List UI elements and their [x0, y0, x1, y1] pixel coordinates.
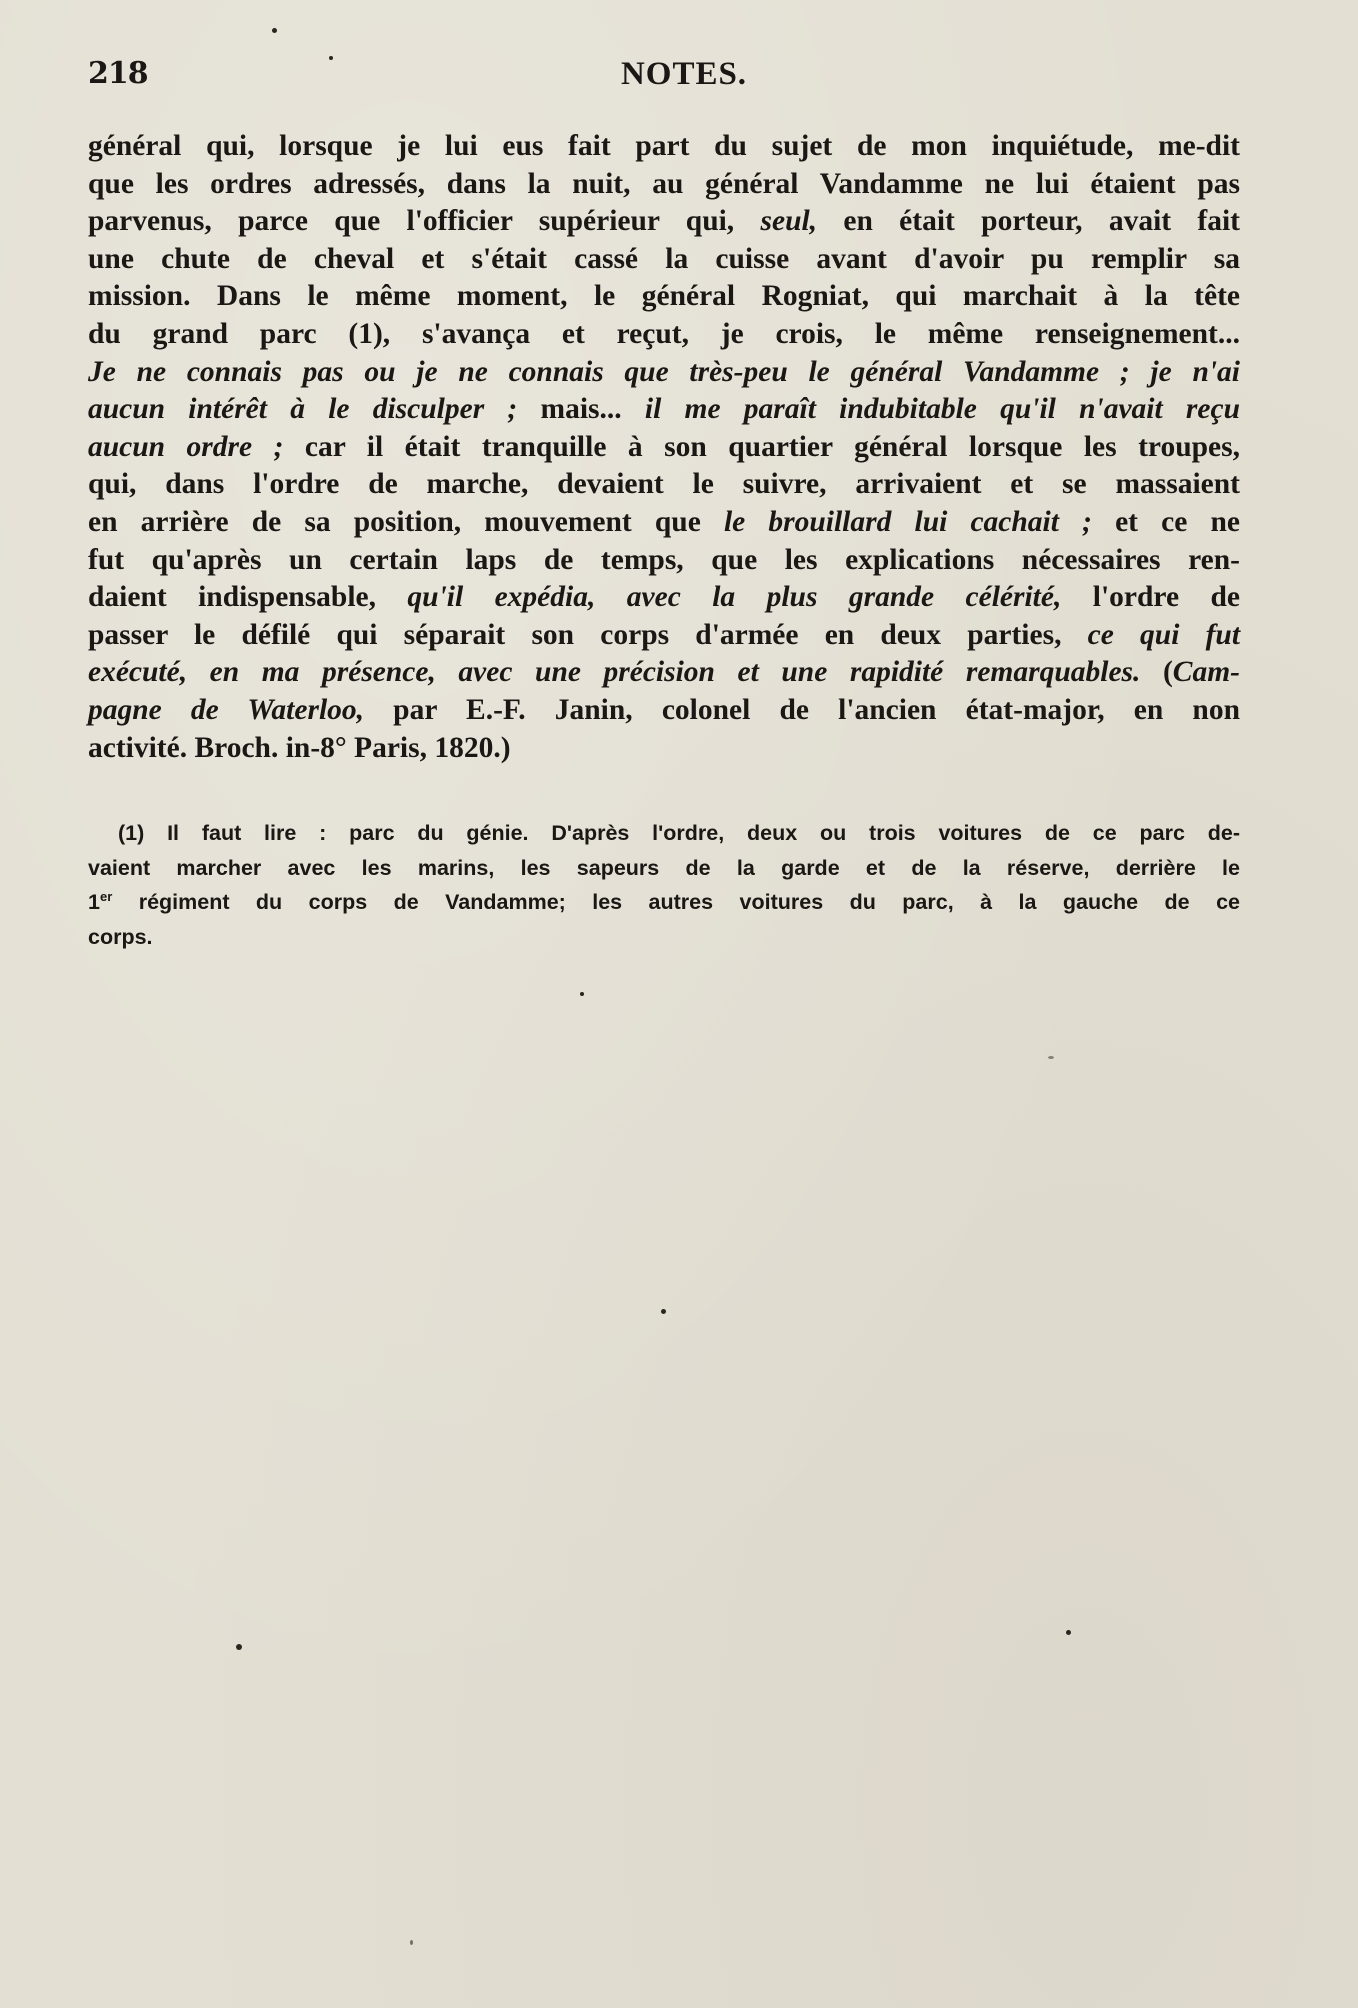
text-run: mais... [517, 393, 645, 426]
text-run: et ce ne [1091, 505, 1240, 538]
italic-text: pagne de Waterloo, [88, 693, 365, 726]
text-run: 1 [88, 890, 100, 914]
print-speck [661, 1309, 666, 1314]
body-line [88, 166, 1240, 204]
body-paragraph [88, 128, 1240, 767]
footnote-line [88, 885, 1240, 920]
italic-text: exécuté, en ma présence, avec une précision et une rapidité remarquables. [88, 656, 1141, 689]
italic-text: ce qui fut [1087, 618, 1241, 651]
page-header [88, 56, 1240, 100]
text-run: général qui, lorsque je lui eus fait part du sujet de mon inquiétude, me-dit [88, 130, 1240, 162]
italic-text: le brouillard lui cachait ; [723, 505, 1092, 538]
footnote-line [88, 816, 1240, 851]
body-line [88, 128, 1240, 166]
text-run: en arrière de sa position, mouvement que [88, 505, 724, 538]
text-run: fut qu'après un certain laps de temps, que les explications nécessaires ren- [88, 543, 1240, 576]
print-speck [1066, 1630, 1071, 1635]
text-run: ( [1140, 656, 1173, 689]
body-line [88, 466, 1240, 504]
body-line [88, 654, 1240, 692]
text-run: une chute de cheval et s'était cassé la cuisse avant d'avoir pu remplir sa [88, 242, 1240, 275]
body-line [88, 316, 1240, 354]
body-line [88, 504, 1240, 542]
body-line [88, 542, 1240, 580]
italic-text: qu'il expédia, avec la plus grande célérité, [407, 581, 1062, 614]
text-run: l'ordre de [1061, 581, 1240, 614]
text-run: daient indispensable, [88, 581, 408, 614]
text-run: corps. [88, 924, 153, 949]
italic-text: seul, [760, 205, 818, 238]
text-run: régiment du corps de Vandamme; les autres voitures du parc, à la gauche de ce [112, 890, 1240, 914]
footnote-line [88, 920, 1240, 955]
italic-text: il me paraît indubitable qu'il n'avait reçu [644, 393, 1241, 426]
text-run: mission. Dans le même moment, le général Rogniat, qui marchait à la tête [88, 280, 1240, 313]
text-run: du grand parc (1), s'avança et reçut, je crois, le même renseignement... [88, 317, 1240, 350]
body-line [88, 617, 1240, 655]
text-run: en était porteur, avait fait [817, 205, 1241, 238]
text-run: vaient marcher avec les marins, les sapeurs de la garde et de la réserve, derrière le [88, 855, 1240, 880]
text-run: parvenus, parce que l'officier supérieur qui, [88, 205, 761, 238]
body-line [88, 203, 1240, 241]
italic-text: aucun ordre ; [88, 430, 284, 463]
body-line [88, 730, 1240, 768]
footnote-line [88, 851, 1240, 886]
text-run: passer le défilé qui séparait son corps d'armée en deux parties, [88, 618, 1088, 651]
text-run: activité. Broch. in-8° Paris, 1820.) [88, 731, 511, 764]
italic-text: aucun intérêt à le disculper ; [88, 393, 518, 426]
print-speck [1048, 1056, 1054, 1059]
print-speck [236, 1644, 242, 1650]
italic-text: Cam- [1172, 656, 1240, 689]
body-line [88, 278, 1240, 316]
italic-text: Je ne connais pas ou je ne connais que très-peu le général Vandamme ; je n'ai [88, 355, 1240, 388]
text-run: qui, dans l'ordre de marche, devaient le suivre, arrivaient et se massaient [88, 468, 1240, 501]
body-line [88, 429, 1240, 467]
print-speck [329, 56, 333, 60]
body-line [88, 579, 1240, 617]
text-run: par E.-F. Janin, colonel de l'ancien état-major, en non [364, 693, 1240, 726]
body-line [88, 692, 1240, 730]
print-speck [410, 1940, 413, 1945]
running-head: NOTES. [620, 56, 748, 92]
body-line [88, 241, 1240, 279]
text-run: que les ordres adressés, dans la nuit, au général Vandamme ne lui étaient pas [88, 167, 1240, 200]
print-speck [580, 992, 584, 996]
print-speck [272, 28, 277, 33]
page-number: 218 [88, 56, 148, 91]
footnote [88, 816, 1240, 954]
superscript: er [99, 889, 113, 904]
text-run: (1) Il faut lire : parc du génie. D'après l'ordre, deux ou trois voitures de ce parc de- [118, 821, 1240, 845]
body-line [88, 354, 1240, 392]
text-run: car il était tranquille à son quartier général lorsque les troupes, [283, 430, 1240, 463]
body-line [88, 391, 1240, 429]
